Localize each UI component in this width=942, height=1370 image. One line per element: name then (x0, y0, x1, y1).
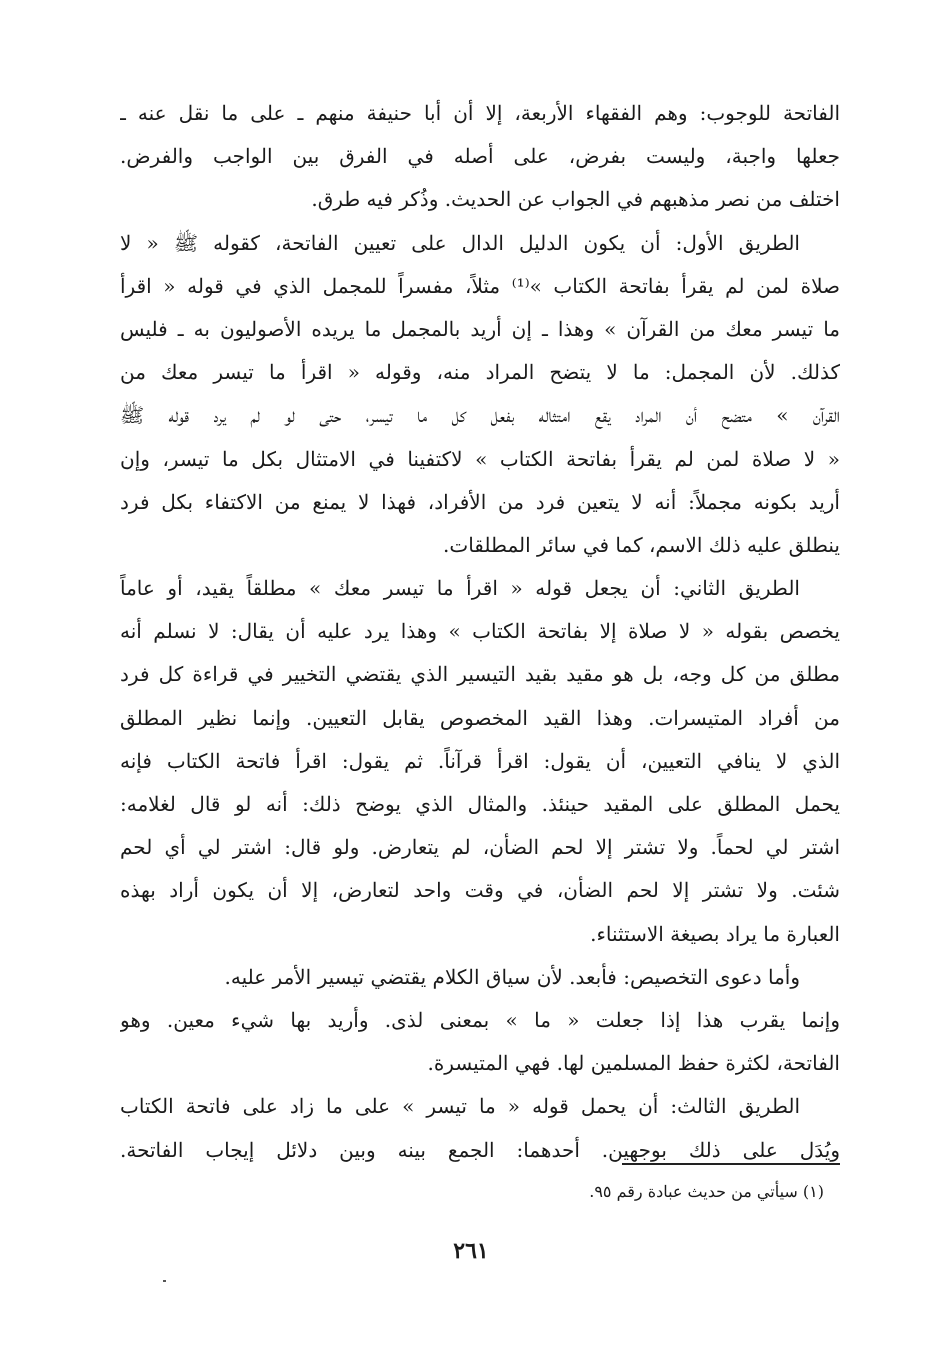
text-line: الذي لا ينافي التعيين، أن يقول: اقرأ قرآناً. ثم يقول: اقرأ فاتحة الكتاب فإنه (120, 748, 840, 773)
text-line: الطريق الثالث: أن يحمل قوله « ما تيسر » على ما زاد على فاتحة الكتاب (120, 1094, 800, 1119)
text-line: الطريق الأول: أن يكون الدليل الدال على تعيين الفاتحة، كقوله ﷺ « لا (120, 230, 800, 255)
text-line: يخصص بقوله « لا صلاة إلا بفاتحة الكتاب » وهذا يرد عليه أن يقال: لا نسلم أنه (120, 619, 840, 644)
text-line: القرآن » متضح أن المراد يقع امتثاله بفعل كل ما تيسر، حتى لو لم يرد قوله ﷺ (120, 403, 840, 428)
text-line: « لا صلاة لمن لم يقرأ بفاتحة الكتاب » لاكتفينا في الامتثال بكل ما تيسر، وإن (120, 446, 840, 471)
text-line: ينطلق عليه ذلك الاسم، كما في سائر المطلقات. (443, 532, 840, 557)
text-line: من أفراد المتيسرات. وهذا القيد المخصوص يقابل التعيين. وإنما نظير المطلق (120, 705, 840, 730)
text-line: الفاتحة للوجوب: وهم الفقهاء الأربعة، إلا أن أبا حنيفة منهم ـ على ما نقل عنه ـ (120, 101, 840, 125)
text-line: ما تيسر معك من القرآن » وهذا ـ إن أريد بالمجمل ما يريده الأصوليون به ـ فليس (120, 316, 840, 341)
text-line: يحمل المطلق على المقيد حينئذ. والمثال الذي يوضح ذلك: أنه لو قال لغلامه: (120, 792, 840, 816)
text-line: جعلها واجبة، وليست بفرض، على أصله في الفرق بين الواجب والفرض. (120, 144, 840, 169)
text-line: وإنما يقرب هذا إذا جعلت « ما » بمعنى لذى. وأريد بها شيء معين. وهو (120, 1007, 840, 1032)
text-line: كذلك. لأن المجمل: ما لا يتضح المراد منه، وقوله « اقرأ ما تيسر معك من (120, 360, 840, 385)
text-line: شئت. ولا تشتر إلا لحم الضأن، في وقت واحد لتعارض، إلا أن يكون أراد بهذه (120, 878, 840, 903)
footnote-separator (622, 1163, 840, 1165)
text-line: الفاتحة، لكثرة حفظ المسلمين لها. فهي المتيسرة. (427, 1051, 840, 1076)
text-line: وأما دعوى التخصيص: فأبعد. لأن سياق الكلام يقتضي تيسير الأمر عليه. (224, 964, 800, 989)
text-line: أريد بكونه مجملاً: أنه لا يتعين فرد من الأفراد، فهذا لا يمنع من الاكتفاء بكل فرد (120, 489, 840, 514)
text-line: صلاة لمن لم يقرأ بفاتحة الكتاب »⁽¹⁾ مثلاً، مفسراً للمجمل الذي في قوله « اقرأ (120, 273, 840, 298)
main-text (120, 92, 840, 1172)
text-line: اختلف من نصر مذهبهم في الجواب عن الحديث. وذُكر فيه طرق. (311, 187, 840, 212)
text-line: اشتر لي لحماً. ولا تشتر إلا لحم الضأن، لم يتعارض. ولو قال: اشتر لي أي لحم (120, 835, 840, 860)
footnote: (١) سيأتي من حديث عبادة رقم ٩٥. (589, 1182, 824, 1201)
page-number: ٢٦١ (453, 1238, 489, 1264)
scan-speck (163, 1280, 166, 1282)
text-line: مطلق من كل وجه، بل هو مقيد بقيد التيسير الذي يقتضي التخيير في قراءة كل فرد (120, 662, 840, 687)
text-line: العبارة ما يراد بصيغة الاستثناء. (590, 921, 840, 946)
text-line: الطريق الثاني: أن يجعل قوله « اقرأ ما تيسر معك » مطلقاً يقيد، أو عاماً (120, 576, 800, 601)
text-line: ويُدَل على ذلك بوجهين. أحدهما: الجمع بينه وبين دلائل إيجاب الفاتحة. (120, 1137, 840, 1162)
